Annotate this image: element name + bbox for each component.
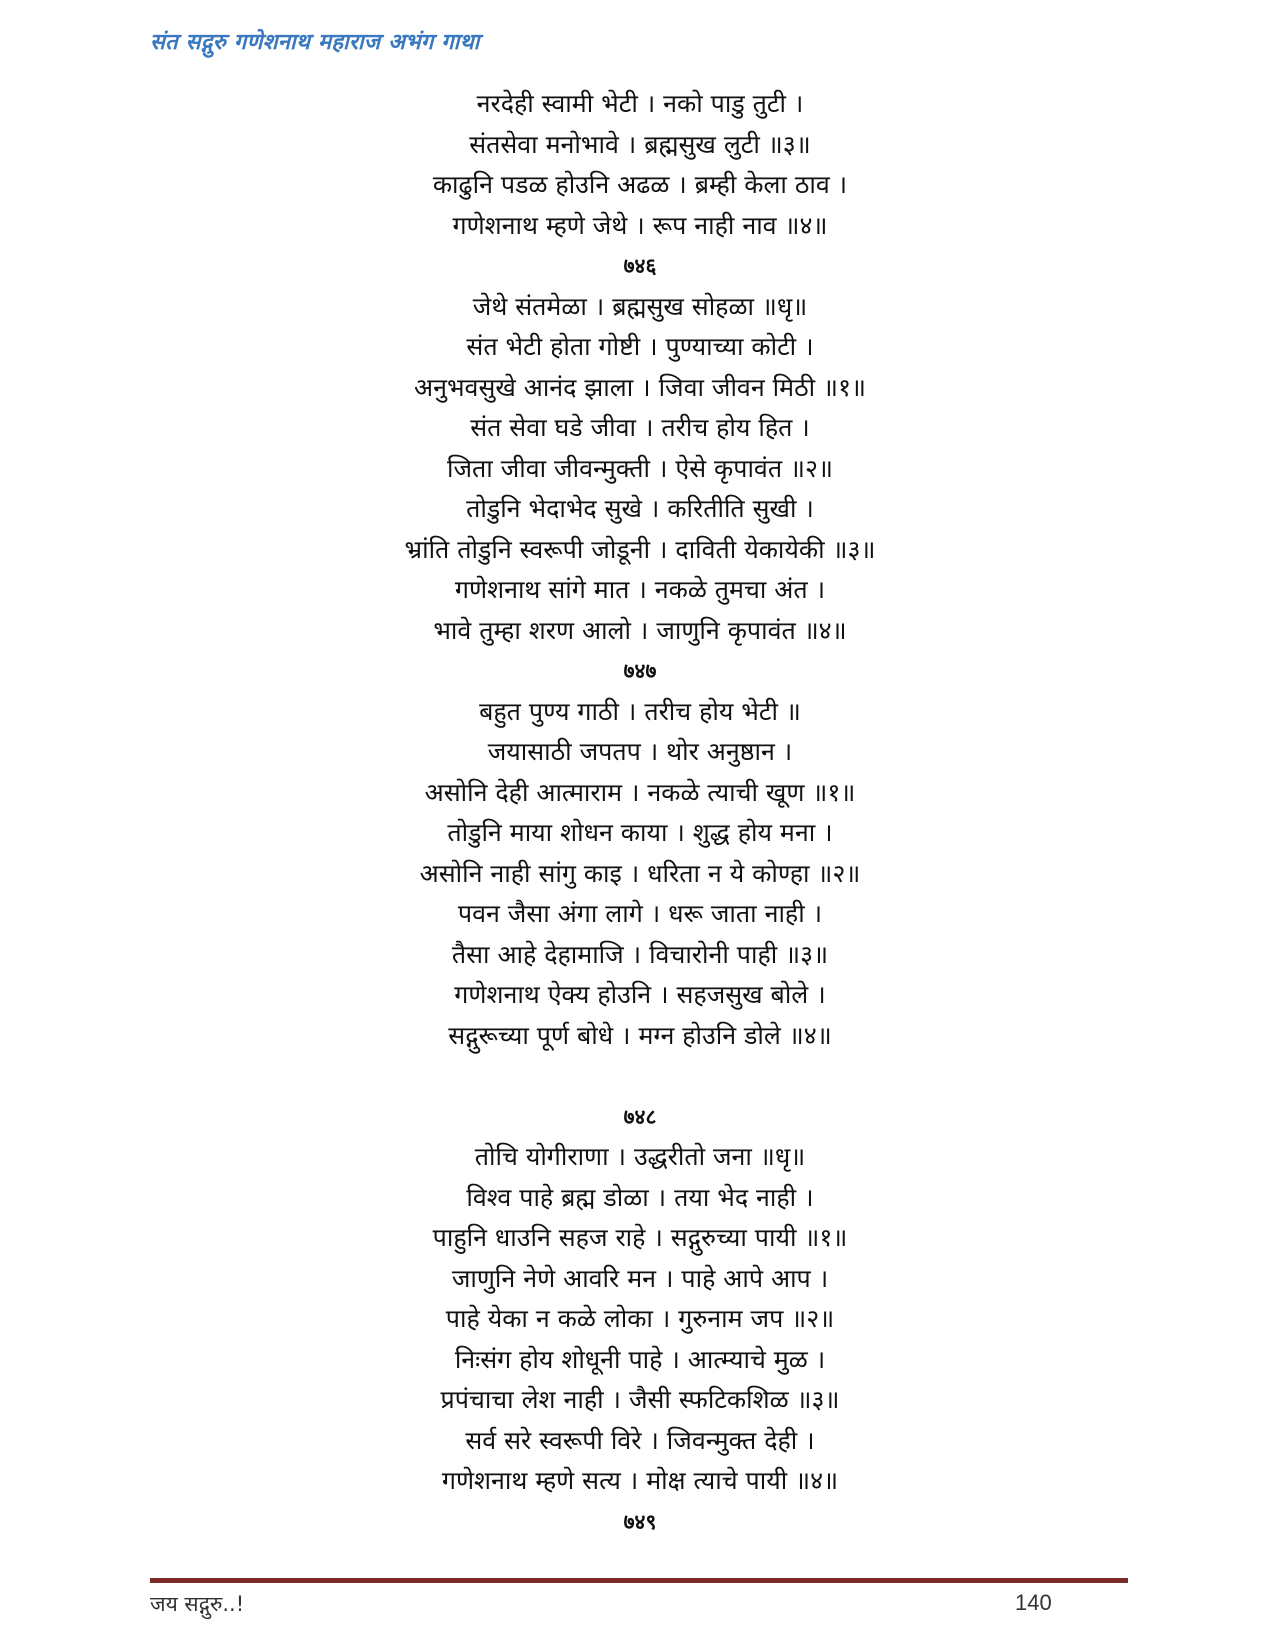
verse-line: गणेशनाथ म्हणे सत्य । मोक्ष त्याचे पायी ॥४॥ <box>441 1466 839 1495</box>
verse-line: संत सेवा घडे जीवा । तरीच होय हित । <box>470 413 810 442</box>
verse-line: जेथे संतमेळा । ब्रह्मसुख सोहळा ॥धृ॥ <box>472 291 808 321</box>
running-header-title: संत सद्गुरु गणेशनाथ महाराज अभंग गाथा <box>150 30 480 55</box>
page-number: 140 <box>1015 1590 1052 1615</box>
abhang-number: ७४८ <box>623 1104 657 1129</box>
verse-line: पाहे येका न कळे लोका । गुरुनाम जप ॥२॥ <box>445 1304 835 1333</box>
verse-line: तैसा आहे देहामाजि । विचारोनी पाही ॥३॥ <box>451 939 829 969</box>
verse-line: नरदेही स्वामी भेटी । नको पाडु तुटी । <box>476 89 804 118</box>
verse-line: सद्गुरूच्या पूर्ण बोधे । मग्न होउनि डोले ॥४॥ <box>448 1020 832 1050</box>
verse-line: तोचि योगीराणा । उद्धरीतो जना ॥धृ॥ <box>474 1142 806 1171</box>
verse-line: असोनि देही आत्माराम । नकळे त्याची खूण ॥१॥ <box>424 777 856 807</box>
abhang-number: ७४७ <box>623 659 657 683</box>
verse-line: अनुभवसुखे आनंद झाला । जिवा जीवन मिठी ॥१॥ <box>414 372 866 402</box>
verse-line: गणेशनाथ सांगे मात । नकळे तुमचा अंत । <box>454 575 826 604</box>
verse-line: पाहुनि धाउनि सहज राहे । सद्गुरुच्या पायी ॥१॥ <box>432 1223 848 1252</box>
verse-line: संतसेवा मनोभावे । ब्रह्मसुख लुटी ॥३॥ <box>469 129 811 159</box>
verse-line: जाणुनि नेणे आवरि मन । पाहे आपे आप । <box>451 1263 829 1293</box>
verse-line: पवन जैसा अंगा लागे । धरू जाता नाही । <box>457 899 823 928</box>
verse-line: जयासाठी जपतप । थोर अनुष्ठान । <box>487 737 793 766</box>
poem-body <box>150 84 1130 1542</box>
abhang-number: ७४९ <box>623 1509 657 1534</box>
verse-line: काढुनि पडळ होउनि अढळ । ब्रम्ही केला ठाव । <box>432 170 848 199</box>
verse-line: बहुत पुण्य गाठी । तरीच होय भेटी ॥ <box>479 696 801 726</box>
verse-line: गणेशनाथ ऐक्य होउनि । सहजसुख बोले । <box>454 980 826 1009</box>
verse-line: जिता जीवा जीवन्मुक्ती । ऐसे कृपावंत ॥२॥ <box>447 453 833 483</box>
verse-line: असोनि नाही सांगु काइ । धरिता न ये कोण्हा ॥२॥ <box>419 858 861 888</box>
verse-line: निःसंग होय शोधूनी पाहे । आत्म्याचे मुळ । <box>454 1344 826 1374</box>
footer-divider <box>150 1578 1128 1583</box>
verse-line: भ्रांति तोडुनि स्वरूपी जोडूनी । दाविती येकायेकी ॥३॥ <box>404 534 876 564</box>
verse-line: तोडुनि भेदाभेद सुखे । करितीति सुखी । <box>466 494 814 523</box>
verse-line: संत भेटी होता गोष्टी । पुण्याच्या कोटी । <box>466 332 814 361</box>
abhang-number: ७४६ <box>623 254 657 278</box>
verse-line: विश्व पाहे ब्रह्म डोळा । तया भेद नाही । <box>466 1182 814 1212</box>
footer-text: जय सद्गुरु..! <box>150 1592 245 1616</box>
verse-line: गणेशनाथ म्हणे जेथे । रूप नाही नाव ॥४॥ <box>452 210 828 240</box>
verse-line: तोडुनि माया शोधन काया । शुद्ध होय मना । <box>447 818 833 847</box>
blank-spacer <box>150 1056 1130 1097</box>
verse-line: प्रपंचाचा लेश नाही । जैसी स्फटिकशिळ ॥३॥ <box>440 1385 840 1414</box>
verse-line: भावे तुम्हा शरण आलो । जाणुनि कृपावंत ॥४॥ <box>433 615 847 645</box>
verse-line: सर्व सरे स्वरूपी विरे । जिवन्मुक्त देही । <box>465 1425 815 1455</box>
